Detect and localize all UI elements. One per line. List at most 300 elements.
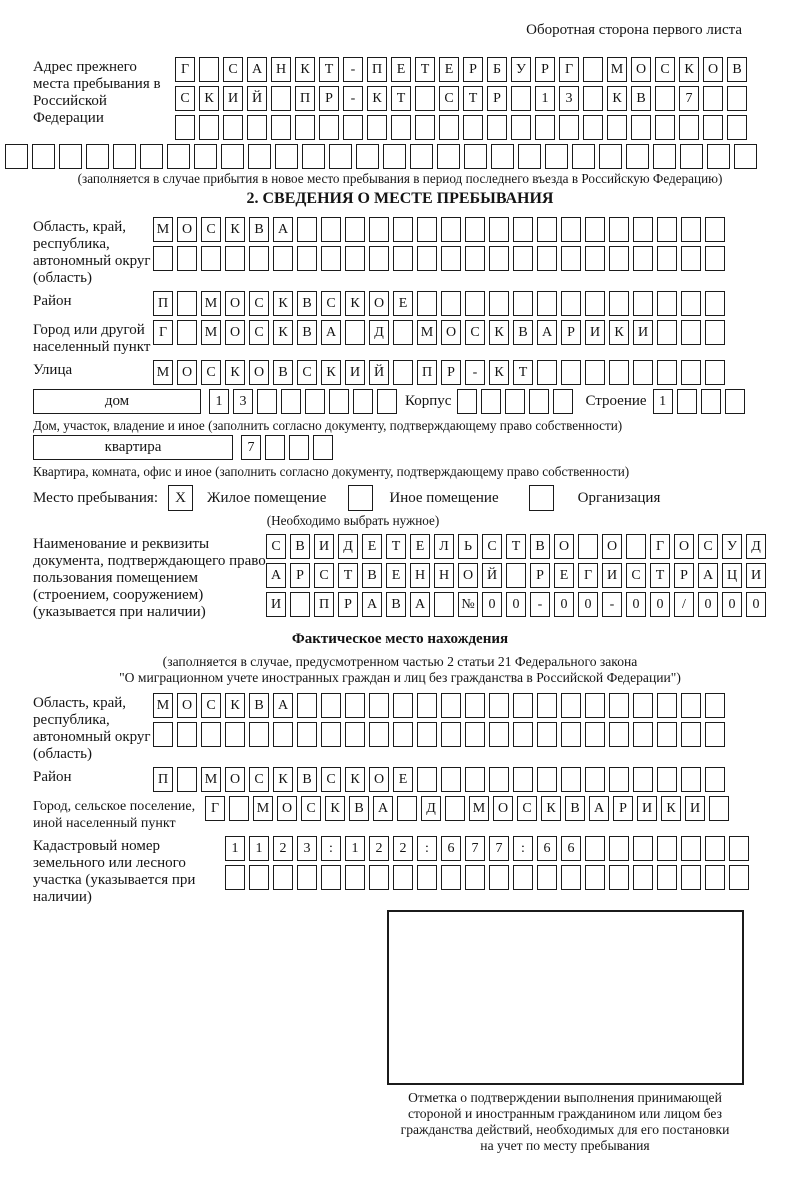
char-box[interactable] [561, 722, 581, 747]
char-box[interactable] [513, 291, 533, 316]
char-box[interactable]: Н [410, 563, 430, 588]
char-box[interactable] [417, 722, 437, 747]
char-box[interactable] [281, 389, 301, 414]
char-box[interactable]: Й [482, 563, 502, 588]
char-box[interactable]: - [343, 86, 363, 111]
char-box[interactable]: С [175, 86, 195, 111]
char-box[interactable] [599, 144, 622, 169]
char-box[interactable] [561, 217, 581, 242]
char-box[interactable]: О [602, 534, 622, 559]
char-box[interactable]: М [153, 360, 173, 385]
char-box[interactable]: Т [391, 86, 411, 111]
char-box[interactable] [393, 693, 413, 718]
char-box[interactable] [681, 767, 701, 792]
char-box[interactable] [410, 144, 433, 169]
char-box[interactable] [585, 246, 605, 271]
char-box[interactable] [417, 767, 437, 792]
char-box[interactable]: В [249, 693, 269, 718]
char-box[interactable]: Г [205, 796, 225, 821]
char-box[interactable] [391, 115, 411, 140]
char-box[interactable] [513, 217, 533, 242]
char-box[interactable] [609, 767, 629, 792]
char-box[interactable] [631, 115, 651, 140]
char-box[interactable]: С [201, 217, 221, 242]
char-box[interactable] [537, 291, 557, 316]
char-box[interactable]: М [253, 796, 273, 821]
char-box[interactable] [705, 836, 725, 861]
char-box[interactable]: М [153, 217, 173, 242]
char-box[interactable] [177, 291, 197, 316]
char-box[interactable]: М [201, 291, 221, 316]
char-box[interactable]: Р [463, 57, 483, 82]
char-box[interactable] [417, 217, 437, 242]
char-box[interactable] [681, 722, 701, 747]
char-box[interactable] [393, 320, 413, 345]
char-box[interactable]: В [565, 796, 585, 821]
char-box[interactable]: Р [613, 796, 633, 821]
char-box[interactable] [369, 693, 389, 718]
char-box[interactable]: Р [487, 86, 507, 111]
char-box[interactable] [633, 865, 653, 890]
char-box[interactable]: Р [290, 563, 310, 588]
char-box[interactable]: Р [319, 86, 339, 111]
char-box[interactable] [345, 246, 365, 271]
char-box[interactable] [561, 693, 581, 718]
char-box[interactable]: Д [746, 534, 766, 559]
char-box[interactable] [705, 693, 725, 718]
checkbox-other-premises[interactable] [348, 485, 373, 511]
char-box[interactable] [561, 865, 581, 890]
char-box[interactable]: - [343, 57, 363, 82]
char-box[interactable] [583, 115, 603, 140]
char-box[interactable]: С [249, 320, 269, 345]
char-box[interactable]: Е [386, 563, 406, 588]
char-box[interactable] [701, 389, 721, 414]
char-box[interactable]: Т [386, 534, 406, 559]
char-box[interactable] [657, 291, 677, 316]
char-box[interactable]: 3 [559, 86, 579, 111]
char-box[interactable] [434, 592, 454, 617]
char-box[interactable] [727, 115, 747, 140]
char-box[interactable]: Т [650, 563, 670, 588]
char-box[interactable]: 2 [393, 836, 413, 861]
char-box[interactable] [445, 796, 465, 821]
char-box[interactable]: В [631, 86, 651, 111]
char-box[interactable] [321, 217, 341, 242]
char-box[interactable] [703, 86, 723, 111]
char-box[interactable] [248, 144, 271, 169]
char-box[interactable]: К [273, 320, 293, 345]
char-box[interactable] [221, 144, 244, 169]
char-box[interactable] [247, 115, 267, 140]
char-box[interactable]: А [266, 563, 286, 588]
char-box[interactable]: У [511, 57, 531, 82]
char-box[interactable] [489, 246, 509, 271]
char-box[interactable]: Г [153, 320, 173, 345]
char-box[interactable] [32, 144, 55, 169]
char-box[interactable] [229, 796, 249, 821]
char-box[interactable]: Л [434, 534, 454, 559]
char-box[interactable] [585, 291, 605, 316]
char-box[interactable]: 6 [537, 836, 557, 861]
char-box[interactable]: С [465, 320, 485, 345]
char-box[interactable] [609, 217, 629, 242]
char-box[interactable]: Т [513, 360, 533, 385]
char-box[interactable] [297, 865, 317, 890]
char-box[interactable] [681, 865, 701, 890]
char-box[interactable]: К [489, 360, 509, 385]
char-box[interactable] [655, 86, 675, 111]
char-box[interactable]: А [362, 592, 382, 617]
char-box[interactable]: К [679, 57, 699, 82]
char-box[interactable]: О [177, 693, 197, 718]
char-box[interactable]: О [177, 360, 197, 385]
char-box[interactable] [657, 360, 677, 385]
char-box[interactable] [273, 246, 293, 271]
char-box[interactable]: М [201, 320, 221, 345]
char-box[interactable]: 0 [722, 592, 742, 617]
char-box[interactable]: К [661, 796, 681, 821]
char-box[interactable] [113, 144, 136, 169]
char-box[interactable] [633, 217, 653, 242]
char-box[interactable]: 7 [241, 435, 261, 460]
char-box[interactable]: / [674, 592, 694, 617]
char-box[interactable] [86, 144, 109, 169]
char-box[interactable] [289, 435, 309, 460]
char-box[interactable]: - [530, 592, 550, 617]
char-box[interactable]: В [249, 217, 269, 242]
char-box[interactable] [609, 291, 629, 316]
char-box[interactable] [464, 144, 487, 169]
char-box[interactable] [489, 767, 509, 792]
char-box[interactable] [393, 360, 413, 385]
char-box[interactable] [537, 865, 557, 890]
char-box[interactable] [545, 144, 568, 169]
char-box[interactable] [609, 836, 629, 861]
char-box[interactable] [369, 217, 389, 242]
checkbox-residential[interactable]: X [168, 485, 193, 511]
char-box[interactable]: И [746, 563, 766, 588]
char-box[interactable]: Т [415, 57, 435, 82]
char-box[interactable] [681, 320, 701, 345]
char-box[interactable]: О [225, 291, 245, 316]
char-box[interactable] [535, 115, 555, 140]
char-box[interactable]: К [225, 693, 245, 718]
char-box[interactable]: С [266, 534, 286, 559]
char-box[interactable] [487, 115, 507, 140]
char-box[interactable]: Г [175, 57, 195, 82]
char-box[interactable] [578, 534, 598, 559]
char-box[interactable] [249, 246, 269, 271]
char-box[interactable] [633, 767, 653, 792]
char-box[interactable]: 7 [679, 86, 699, 111]
char-box[interactable]: И [585, 320, 605, 345]
char-box[interactable]: 2 [369, 836, 389, 861]
char-box[interactable] [415, 115, 435, 140]
char-box[interactable] [513, 246, 533, 271]
char-box[interactable]: И [266, 592, 286, 617]
char-box[interactable] [513, 865, 533, 890]
char-box[interactable]: С [439, 86, 459, 111]
char-box[interactable] [537, 722, 557, 747]
char-box[interactable] [465, 865, 485, 890]
char-box[interactable]: И [685, 796, 705, 821]
char-box[interactable] [633, 836, 653, 861]
char-box[interactable] [177, 722, 197, 747]
char-box[interactable] [199, 57, 219, 82]
char-box[interactable]: С [201, 360, 221, 385]
char-box[interactable]: Т [338, 563, 358, 588]
char-box[interactable] [321, 722, 341, 747]
char-box[interactable]: 6 [561, 836, 581, 861]
char-box[interactable]: Р [535, 57, 555, 82]
char-box[interactable]: Н [434, 563, 454, 588]
char-box[interactable] [302, 144, 325, 169]
char-box[interactable] [437, 144, 460, 169]
char-box[interactable] [489, 865, 509, 890]
char-box[interactable] [583, 86, 603, 111]
char-box[interactable] [297, 246, 317, 271]
char-box[interactable]: В [290, 534, 310, 559]
char-box[interactable] [5, 144, 28, 169]
char-box[interactable] [225, 865, 245, 890]
char-box[interactable] [513, 722, 533, 747]
char-box[interactable]: К [367, 86, 387, 111]
char-box[interactable] [633, 693, 653, 718]
char-box[interactable]: К [609, 320, 629, 345]
char-box[interactable]: К [607, 86, 627, 111]
char-box[interactable]: А [273, 693, 293, 718]
char-box[interactable] [561, 291, 581, 316]
char-box[interactable]: У [722, 534, 742, 559]
char-box[interactable] [633, 246, 653, 271]
char-box[interactable] [265, 435, 285, 460]
char-box[interactable]: О [441, 320, 461, 345]
char-box[interactable] [705, 246, 725, 271]
char-box[interactable] [657, 865, 677, 890]
char-box[interactable]: С [301, 796, 321, 821]
char-box[interactable] [417, 291, 437, 316]
char-box[interactable] [441, 291, 461, 316]
char-box[interactable]: 0 [578, 592, 598, 617]
char-box[interactable]: О [369, 291, 389, 316]
char-box[interactable]: Т [463, 86, 483, 111]
char-box[interactable] [463, 115, 483, 140]
char-box[interactable] [297, 693, 317, 718]
char-box[interactable]: Г [578, 563, 598, 588]
char-box[interactable]: С [321, 767, 341, 792]
char-box[interactable]: Е [362, 534, 382, 559]
char-box[interactable] [529, 389, 549, 414]
char-box[interactable] [290, 592, 310, 617]
char-box[interactable]: 0 [482, 592, 502, 617]
char-box[interactable] [393, 217, 413, 242]
char-box[interactable] [626, 144, 649, 169]
char-box[interactable] [633, 360, 653, 385]
char-box[interactable]: П [153, 291, 173, 316]
char-box[interactable] [321, 865, 341, 890]
char-box[interactable]: М [153, 693, 173, 718]
char-box[interactable] [585, 836, 605, 861]
char-box[interactable]: О [703, 57, 723, 82]
char-box[interactable] [633, 722, 653, 747]
char-box[interactable] [537, 693, 557, 718]
char-box[interactable] [505, 389, 525, 414]
checkbox-organization[interactable] [529, 485, 554, 511]
char-box[interactable] [655, 115, 675, 140]
char-box[interactable]: 0 [626, 592, 646, 617]
char-box[interactable] [201, 722, 221, 747]
char-box[interactable] [383, 144, 406, 169]
char-box[interactable]: В [273, 360, 293, 385]
char-box[interactable]: 7 [465, 836, 485, 861]
char-box[interactable] [367, 115, 387, 140]
char-box[interactable] [345, 865, 365, 890]
char-box[interactable] [511, 86, 531, 111]
char-box[interactable] [343, 115, 363, 140]
char-box[interactable]: 1 [345, 836, 365, 861]
char-box[interactable]: О [225, 320, 245, 345]
char-box[interactable]: 0 [554, 592, 574, 617]
char-box[interactable]: К [321, 360, 341, 385]
char-box[interactable] [369, 865, 389, 890]
char-box[interactable] [194, 144, 217, 169]
char-box[interactable]: 0 [506, 592, 526, 617]
char-box[interactable]: 1 [249, 836, 269, 861]
char-box[interactable] [321, 246, 341, 271]
char-box[interactable]: Е [393, 291, 413, 316]
char-box[interactable] [681, 693, 701, 718]
char-box[interactable]: Р [530, 563, 550, 588]
char-box[interactable] [489, 722, 509, 747]
char-box[interactable] [707, 144, 730, 169]
char-box[interactable]: 1 [209, 389, 229, 414]
char-box[interactable] [513, 767, 533, 792]
char-box[interactable]: В [530, 534, 550, 559]
char-box[interactable] [553, 389, 573, 414]
char-box[interactable] [249, 722, 269, 747]
char-box[interactable]: О [493, 796, 513, 821]
char-box[interactable] [653, 144, 676, 169]
char-box[interactable] [153, 246, 173, 271]
char-box[interactable] [705, 291, 725, 316]
char-box[interactable] [356, 144, 379, 169]
char-box[interactable]: - [602, 592, 622, 617]
char-box[interactable] [397, 796, 417, 821]
char-box[interactable]: С [201, 693, 221, 718]
char-box[interactable] [561, 360, 581, 385]
char-box[interactable] [177, 767, 197, 792]
char-box[interactable]: 1 [535, 86, 555, 111]
char-box[interactable] [585, 693, 605, 718]
char-box[interactable] [729, 865, 749, 890]
char-box[interactable]: П [153, 767, 173, 792]
char-box[interactable] [583, 57, 603, 82]
char-box[interactable] [59, 144, 82, 169]
char-box[interactable]: Т [506, 534, 526, 559]
char-box[interactable]: Р [561, 320, 581, 345]
char-box[interactable]: О [277, 796, 297, 821]
char-box[interactable]: К [345, 767, 365, 792]
char-box[interactable] [585, 865, 605, 890]
char-box[interactable]: И [637, 796, 657, 821]
char-box[interactable] [257, 389, 277, 414]
char-box[interactable]: 0 [746, 592, 766, 617]
char-box[interactable]: И [223, 86, 243, 111]
char-box[interactable] [481, 389, 501, 414]
char-box[interactable]: Р [441, 360, 461, 385]
char-box[interactable] [441, 722, 461, 747]
char-box[interactable] [734, 144, 757, 169]
char-box[interactable]: № [458, 592, 478, 617]
char-box[interactable] [441, 693, 461, 718]
char-box[interactable] [585, 360, 605, 385]
char-box[interactable] [680, 144, 703, 169]
char-box[interactable]: О [225, 767, 245, 792]
char-box[interactable]: А [410, 592, 430, 617]
char-box[interactable] [703, 115, 723, 140]
char-box[interactable]: П [367, 57, 387, 82]
char-box[interactable]: М [607, 57, 627, 82]
char-box[interactable] [609, 246, 629, 271]
char-box[interactable] [681, 836, 701, 861]
char-box[interactable]: К [199, 86, 219, 111]
char-box[interactable] [329, 389, 349, 414]
char-box[interactable] [561, 246, 581, 271]
char-box[interactable] [705, 360, 725, 385]
char-box[interactable] [465, 767, 485, 792]
char-box[interactable]: Н [271, 57, 291, 82]
char-box[interactable]: К [325, 796, 345, 821]
char-box[interactable]: С [626, 563, 646, 588]
char-box[interactable] [511, 115, 531, 140]
char-box[interactable]: П [295, 86, 315, 111]
char-box[interactable]: Д [338, 534, 358, 559]
char-box[interactable]: 7 [489, 836, 509, 861]
char-box[interactable] [705, 217, 725, 242]
char-box[interactable]: Й [369, 360, 389, 385]
char-box[interactable] [417, 246, 437, 271]
char-box[interactable] [681, 246, 701, 271]
char-box[interactable] [725, 389, 745, 414]
char-box[interactable] [705, 722, 725, 747]
char-box[interactable]: О [177, 217, 197, 242]
char-box[interactable] [225, 722, 245, 747]
char-box[interactable] [677, 389, 697, 414]
char-box[interactable]: К [273, 291, 293, 316]
char-box[interactable] [441, 767, 461, 792]
char-box[interactable] [345, 722, 365, 747]
char-box[interactable]: К [225, 360, 245, 385]
char-box[interactable]: О [249, 360, 269, 385]
char-box[interactable]: Г [650, 534, 670, 559]
char-box[interactable]: Й [247, 86, 267, 111]
char-box[interactable] [201, 246, 221, 271]
char-box[interactable]: М [469, 796, 489, 821]
char-box[interactable] [393, 722, 413, 747]
char-box[interactable]: О [458, 563, 478, 588]
char-box[interactable]: К [295, 57, 315, 82]
char-box[interactable] [681, 360, 701, 385]
char-box[interactable]: С [482, 534, 502, 559]
char-box[interactable] [465, 291, 485, 316]
char-box[interactable]: С [655, 57, 675, 82]
char-box[interactable]: Е [393, 767, 413, 792]
char-box[interactable]: 6 [441, 836, 461, 861]
char-box[interactable]: С [249, 291, 269, 316]
char-box[interactable]: А [247, 57, 267, 82]
char-box[interactable]: П [417, 360, 437, 385]
